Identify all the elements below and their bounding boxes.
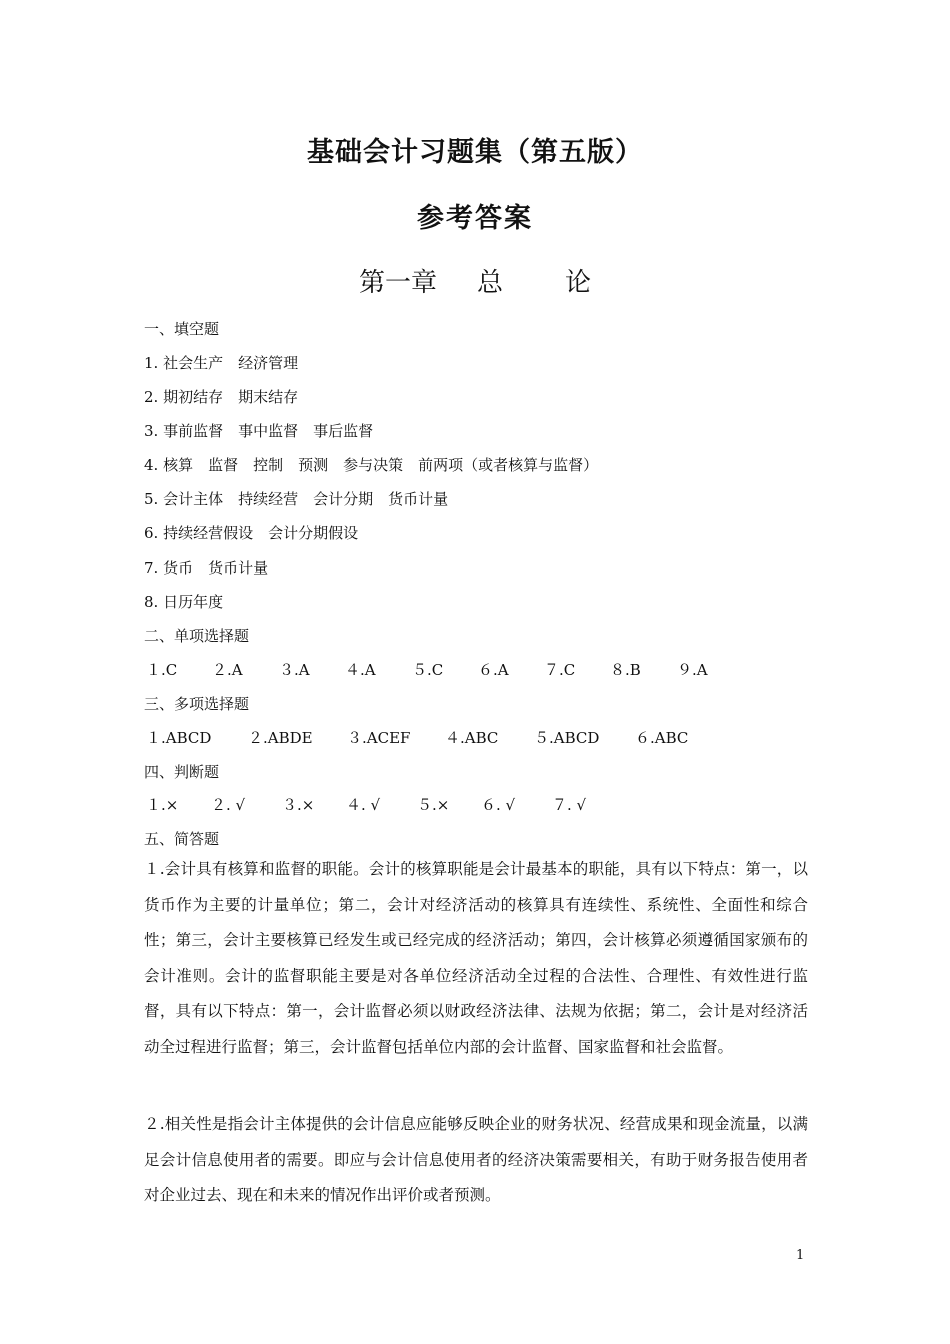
answer-item: １.× bbox=[146, 796, 179, 814]
answer-item: ６. √ bbox=[481, 796, 516, 814]
chapter-name-part1: 总 bbox=[476, 268, 503, 298]
answer-item: ３.× bbox=[282, 796, 315, 814]
answer-item: ９.A bbox=[677, 661, 708, 679]
section-heading-multi: 三、多项选择题 bbox=[144, 695, 250, 713]
page-number: 1 bbox=[796, 1248, 805, 1263]
short-answer-2: ２.相关性是指会计主体提供的会计信息应能够反映企业的财务状况、经营成果和现金流量，以满足会计信息使用者的需要。即应与会计信息使用者的经济决策需要相关，有助于财务报告使用者对企业过去、现在和未来的情况作出评价或者预测。 bbox=[144, 1115, 808, 1204]
answer-item: ７. √ bbox=[552, 796, 587, 814]
fill-item: 2. 期初结存 期末结存 bbox=[144, 388, 299, 406]
chapter-label: 第一章 bbox=[358, 268, 437, 298]
section-heading-short: 五、简答题 bbox=[144, 830, 220, 848]
answer-item: ６.ABC bbox=[635, 729, 689, 747]
answer-item: ３.A bbox=[279, 661, 310, 679]
answer-item: ７.C bbox=[544, 661, 576, 679]
chapter-title bbox=[0, 262, 950, 299]
answer-item: ５.C bbox=[412, 661, 444, 679]
fill-item: 4. 核算 监督 控制 预测 参与决策 前两项（或者核算与监督） bbox=[144, 456, 599, 474]
fill-item: 8. 日历年度 bbox=[144, 593, 224, 611]
answer-item: ５.× bbox=[417, 796, 450, 814]
chapter-name-part2: 论 bbox=[565, 268, 592, 298]
answer-item: ５.ABCD bbox=[534, 729, 600, 747]
section-heading-fill: 一、填空题 bbox=[144, 320, 220, 338]
answer-item: ４.A bbox=[345, 661, 376, 679]
fill-item: 1. 社会生产 经济管理 bbox=[144, 354, 299, 372]
answer-item: ２.ABDE bbox=[248, 729, 313, 747]
document-title: 基础会计习题集（第五版） bbox=[307, 137, 643, 168]
answer-item: １.ABCD bbox=[146, 729, 212, 747]
answer-item: １.C bbox=[146, 661, 178, 679]
answer-item: ２. √ bbox=[211, 796, 246, 814]
fill-item: 6. 持续经营假设 会计分期假设 bbox=[144, 524, 359, 542]
section-heading-single: 二、单项选择题 bbox=[144, 627, 250, 645]
fill-item: 7. 货币 货币计量 bbox=[144, 559, 269, 577]
answer-item: ４. √ bbox=[346, 796, 381, 814]
document-subtitle: 参考答案 bbox=[417, 203, 533, 234]
answer-item: ８.B bbox=[610, 661, 641, 679]
answer-item: ６.A bbox=[478, 661, 509, 679]
section-heading-judge: 四、判断题 bbox=[144, 763, 220, 781]
answer-item: ３.ACEF bbox=[347, 729, 411, 747]
answer-item: ４.ABC bbox=[445, 729, 499, 747]
short-answer-1: １.会计具有核算和监督的职能。会计的核算职能是会计最基本的职能，具有以下特点：第一，以货币作为主要的计量单位；第二，会计对经济活动的核算具有连续性、系统性、全面性和综合性；第三，会计主要核算已经发生或已经完成的经济活动；第四，会计核算必须遵循国家颁布的会计准则。会计的监督职能主要是对各单位经济活动全过程的合法性、合理性、有效性进行监督，具有以下特点：第一，会计监督必须以财政经济法律、法规为依据；第二，会计是对经济活动全过程进行监督；第三，会计监督包括单位内部的会计监督、国家监督和社会监督。 bbox=[144, 860, 808, 1056]
fill-item: 3. 事前监督 事中监督 事后监督 bbox=[144, 422, 374, 440]
fill-item: 5. 会计主体 持续经营 会计分期 货币计量 bbox=[144, 490, 449, 508]
answer-item: ２.A bbox=[212, 661, 243, 679]
